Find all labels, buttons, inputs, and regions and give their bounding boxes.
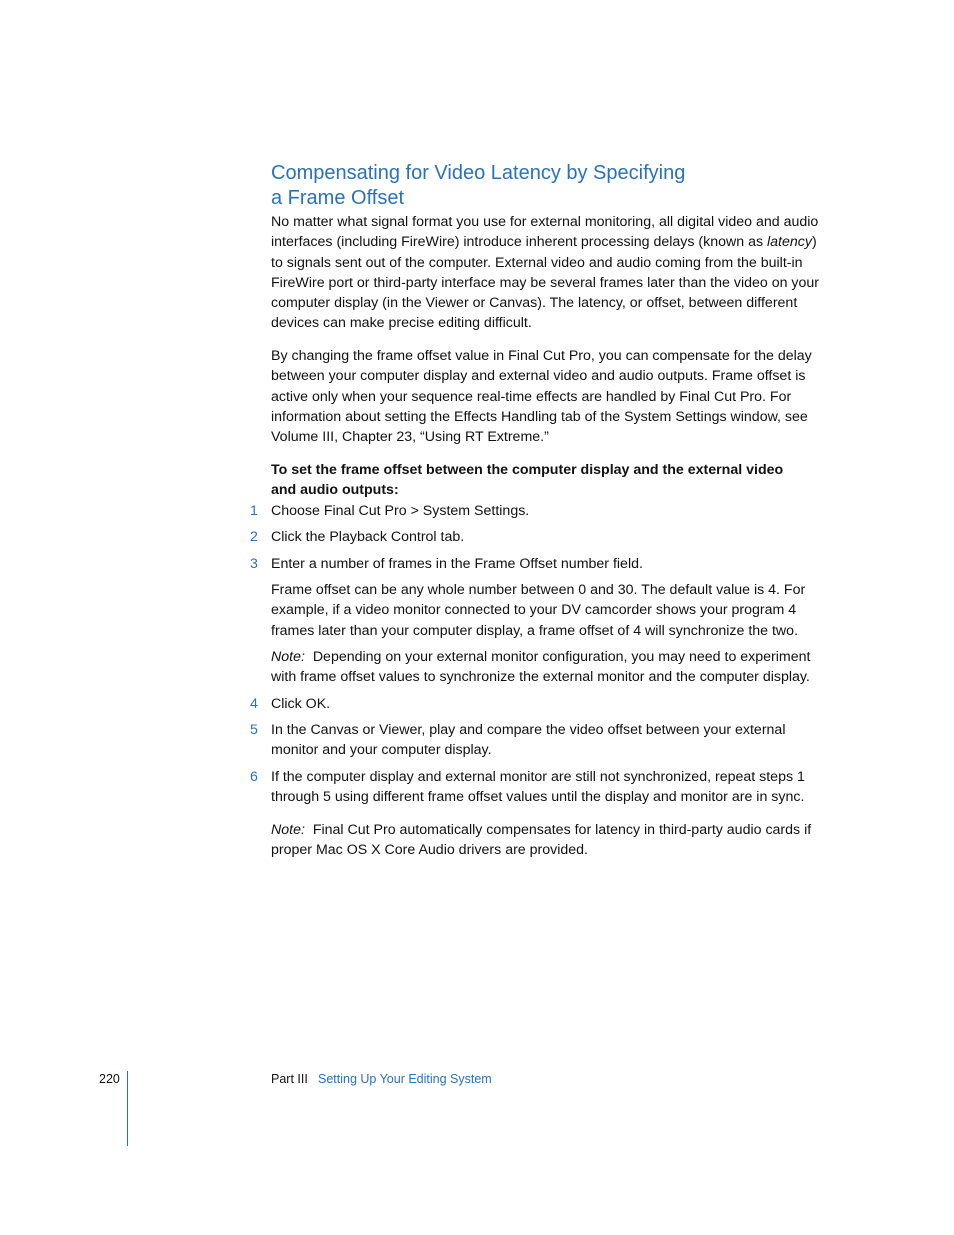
- section-heading: [271, 161, 831, 211]
- step-text: Choose Final Cut Pro > System Settings.: [271, 503, 530, 519]
- note-2: [271, 820, 831, 861]
- intro-text-2: ) to signals sent out of the computer. External video and audio coming from the built-in FireWire port or third-party interface may be several frames later than the video on your computer display (in the Viewer or Canvas). The latency, or offset, between different devices can make precise editing difficult.: [271, 234, 820, 332]
- task-heading: [271, 460, 831, 501]
- note-label: Note:: [271, 822, 305, 838]
- section-heading-line1: Compensating for Video Latency by Specifying: [271, 162, 686, 184]
- step-number: 6: [250, 769, 258, 785]
- step-text: Enter a number of frames in the Frame Offset number field.: [271, 556, 643, 572]
- page-number: 220: [99, 1072, 120, 1086]
- footer-part-title: Setting Up Your Editing System: [318, 1072, 492, 1086]
- step-text: If the computer display and external monitor are still not synchronized, repeat steps 1 through 5 using different frame offset values until the display and monitor are in sync.: [271, 769, 805, 806]
- intro-text-1: No matter what signal format you use for external monitoring, all digital video and audio interfaces (including FireWire) introduce inherent processing delays (known as: [271, 214, 819, 251]
- footer-divider: [127, 1071, 128, 1146]
- footer-part-label: Part III: [271, 1072, 308, 1086]
- note-label: Note:: [271, 649, 305, 665]
- note-text: Depending on your external monitor configuration, you may need to experiment with frame offset values to synchronize the external monitor and the computer display.: [271, 649, 811, 686]
- step-number: 1: [250, 503, 258, 519]
- note-1: [271, 647, 831, 688]
- note-text: Final Cut Pro automatically compensates for latency in third-party audio cards if proper Mac OS X Core Audio drivers are provided.: [271, 822, 812, 859]
- step-number: 3: [250, 556, 258, 572]
- step-text: In the Canvas or Viewer, play and compare the video offset between your external monitor and your computer display.: [271, 722, 786, 759]
- intro-term: latency: [767, 234, 812, 251]
- intro-paragraph: [271, 212, 831, 334]
- section-heading-line2: a Frame Offset: [271, 187, 405, 209]
- step-3-detail: Frame offset can be any whole number between 0 and 30. The default value is 4. For example, if a video monitor connected to your DV camcorder shows your program 4 frames later than your computer display, a frame offset of 4 will synchronize the two.: [271, 582, 806, 639]
- step-text: Click the Playback Control tab.: [271, 529, 465, 545]
- body-paragraph: By changing the frame offset value in Final Cut Pro, you can compensate for the delay between your computer display and external video and audio outputs. Frame offset is active only when your sequence real-time effects are handled by Final Cut Pro. For information about setting the Effects Handling tab of the System Settings window, see Volume III, Chapter 23, “Using RT Extreme.”: [271, 348, 812, 446]
- task-heading-line1: To set the frame offset between the computer display and the external video: [271, 462, 784, 478]
- step-number: 2: [250, 529, 258, 545]
- step-number: 5: [250, 722, 258, 738]
- step-number: 4: [250, 696, 258, 712]
- step-text: Click OK.: [271, 696, 331, 712]
- task-heading-line2: and audio outputs:: [271, 482, 399, 499]
